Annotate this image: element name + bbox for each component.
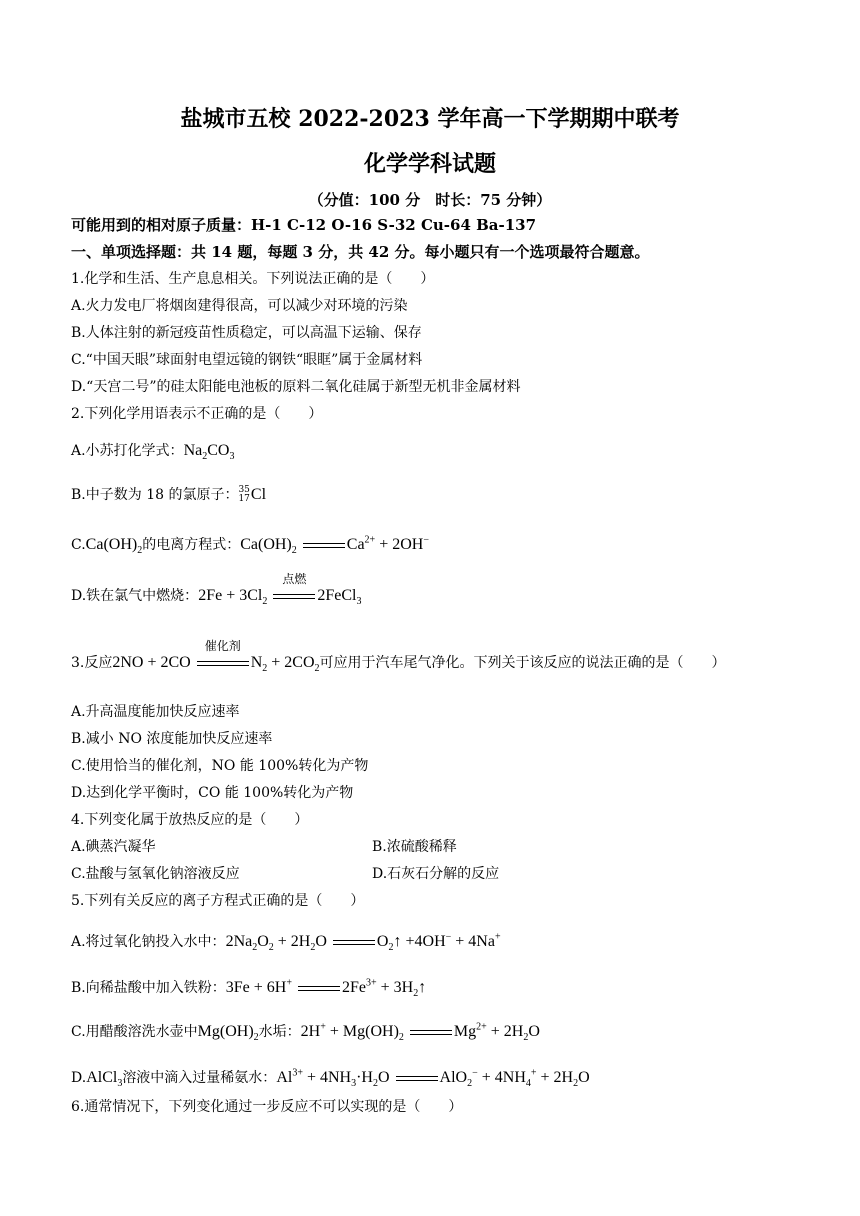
q4-option-d: D.石灰石分解的反应 bbox=[372, 866, 500, 882]
q2-option-a-label: A.小苏打化学式： bbox=[71, 443, 184, 459]
q3-equation: 2NO + 2CO 催化剂 $N_2 + 2CO_2$ bbox=[112, 654, 319, 671]
q2-c-equation: $Ca(OH)_2$ $Ca^{2+} + 2OH^-$ bbox=[240, 534, 429, 557]
q4-stem: 4.下列变化属于放热反应的是（ ） bbox=[71, 812, 309, 828]
q1-option-c: C.“中国天眼”球面射电望远镜的钢铁“眼眶”属于金属材料 bbox=[71, 352, 423, 368]
q5-d-compound: AlCl$_3$ bbox=[86, 1069, 123, 1090]
q3-condition: 催化剂 bbox=[204, 639, 241, 654]
q5-stem: 5.下列有关反应的离子方程式正确的是（ ） bbox=[71, 893, 365, 909]
q5-option-d bbox=[71, 1068, 590, 1088]
q3-option-c: C.使用恰当的催化剂，NO 能 100%转化为产物 bbox=[71, 758, 369, 774]
q2-a-formula: $Na_2CO_3$ bbox=[183, 442, 235, 463]
q2-c-compound: $Ca(OH)_2$ bbox=[85, 536, 143, 557]
q5-a-equation: $2Na_2O_2 + 2H_2O$ $O_2↑ +4OH^- + 4Na^+$ bbox=[225, 931, 501, 954]
section-heading: 一、单项选择题：共 14 题，每题 3 分，共 42 分。每小题只有一个选项最符合题意。 bbox=[71, 243, 650, 261]
q3-option-b: B.减小 NO 浓度能加快反应速率 bbox=[71, 731, 273, 747]
q5-option-c bbox=[71, 1022, 540, 1042]
q2-option-a bbox=[71, 441, 234, 461]
q4-option-c: C.盐酸与氢氧化钠溶液反应 bbox=[71, 866, 240, 882]
q5-c-compound: $Mg(OH)_2$ bbox=[197, 1023, 259, 1044]
q4-option-b: B.浓硫酸稀释 bbox=[372, 839, 457, 855]
exam-title: 盐城市五校 2022-2023 学年高一下学期期中联考 bbox=[180, 106, 680, 132]
q2-d-condition: 点燃 bbox=[282, 572, 307, 587]
q2-option-d-label: D.铁在氯气中燃烧： bbox=[71, 588, 199, 604]
q1-stem: 1.化学和生活、生产息息相关。下列说法正确的是（ ） bbox=[71, 271, 435, 287]
q5-option-d-text: 溶液中滴入过量稀氨水： bbox=[122, 1070, 277, 1086]
q2-option-c-text: 的电离方程式： bbox=[142, 537, 241, 553]
q2-option-c bbox=[71, 535, 429, 555]
q2-b-isotope-numbers: 35 17 bbox=[238, 485, 250, 504]
q5-option-c-text: 水垢： bbox=[258, 1024, 301, 1040]
q2-b-formula: Cl bbox=[250, 486, 267, 503]
q5-b-equation: 3Fe + 6H+ $2Fe^{3+}$ + $3H_2↑$ bbox=[225, 977, 427, 1000]
q2-stem: 2.下列化学用语表示不正确的是（ ） bbox=[71, 406, 323, 422]
q5-d-equation: $Al^{3+} + 4NH_3\cdot H_2O$ $AlO_2^- + 4NH_4^+ + 2H_2O$ bbox=[276, 1067, 590, 1090]
q5-option-a-label: A.将过氧化钠投入水中： bbox=[71, 934, 226, 950]
q5-option-c-label: C.用醋酸溶洗水壶中 bbox=[71, 1024, 198, 1040]
exam-meta: （分值：100 分 时长：75 分钟） bbox=[308, 191, 552, 209]
q1-option-d: D.“天宫二号”的硅太阳能电池板的原料二氧化硅属于新型无机非金属材料 bbox=[71, 379, 521, 395]
q1-option-b: B.人体注射的新冠疫苗性质稳定，可以高温下运输、保存 bbox=[71, 325, 422, 341]
q4-option-a: A.碘蒸汽凝华 bbox=[71, 839, 156, 855]
exam-subtitle: 化学学科试题 bbox=[363, 151, 496, 177]
atomic-masses: 可能用到的相对原子质量：H-1 C-12 O-16 S-32 Cu-64 Ba-137 bbox=[71, 216, 537, 234]
q2-option-c-label: C. bbox=[71, 537, 86, 553]
q3-prefix: 3.反应 bbox=[71, 655, 113, 671]
q3-suffix: 可应用于汽车尾气净化。下列关于该反应的说法正确的是（ ） bbox=[319, 655, 726, 671]
q1-option-a: A.火力发电厂将烟囱建得很高，可以减少对环境的污染 bbox=[71, 298, 408, 314]
q2-option-d bbox=[71, 572, 362, 608]
q5-option-a bbox=[71, 932, 501, 952]
q3-option-a: A.升高温度能加快反应速率 bbox=[71, 704, 240, 720]
q5-option-d-label: D. bbox=[71, 1070, 87, 1086]
q3-option-d: D.达到化学平衡时，CO 能 100%转化为产物 bbox=[71, 785, 354, 801]
q5-option-b-label: B.向稀盐酸中加入铁粉： bbox=[71, 980, 226, 996]
q3-stem bbox=[71, 639, 726, 675]
q2-d-equation: $2Fe + 3Cl_2$ 点燃 2FeCl$_3$ bbox=[198, 587, 361, 604]
q2-option-b bbox=[71, 485, 266, 505]
q6-stem: 6.通常情况下，下列变化通过一步反应不可以实现的是（ ） bbox=[71, 1099, 463, 1115]
q5-c-equation: $2H^+ + Mg(OH)_2$ $Mg^{2+} + 2H_2O$ bbox=[300, 1021, 540, 1044]
q2-option-b-label: B.中子数为 18 的氯原子： bbox=[71, 487, 239, 503]
q5-option-b bbox=[71, 978, 426, 998]
